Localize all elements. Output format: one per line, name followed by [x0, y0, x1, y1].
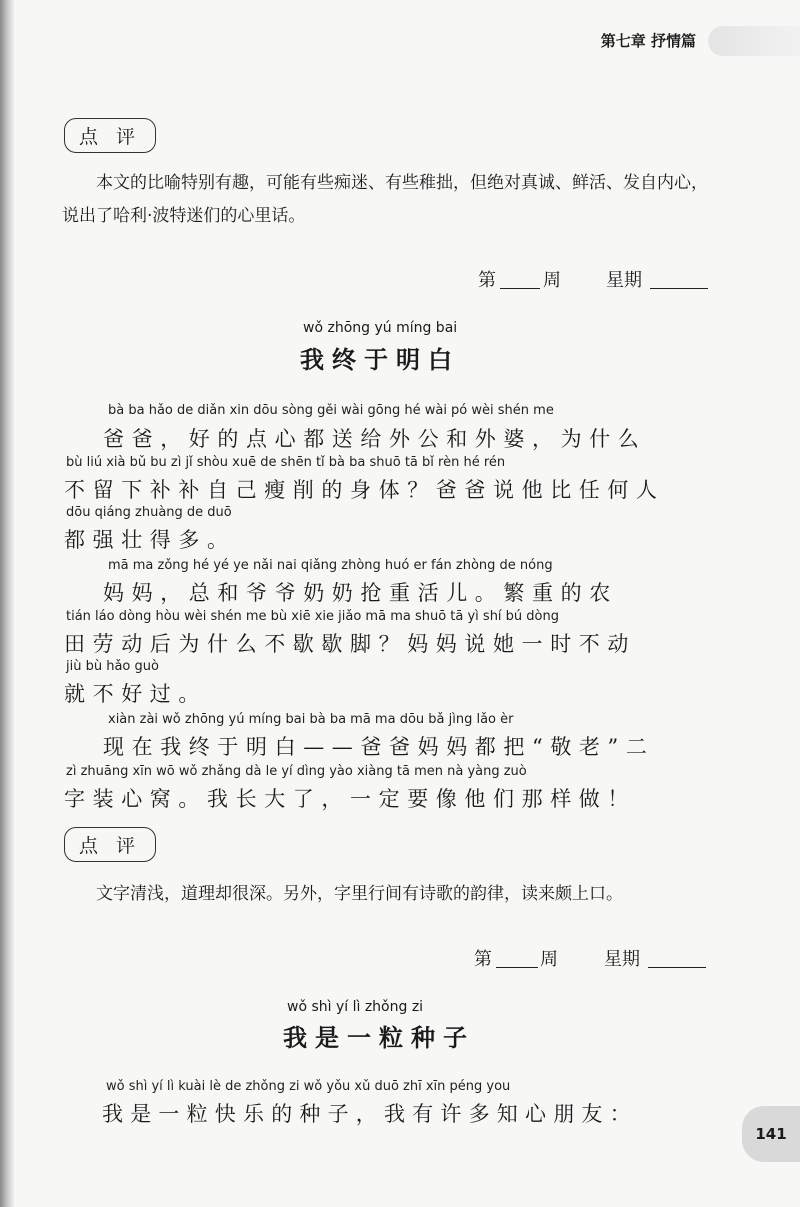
page-binding-edge [0, 0, 14, 1207]
week-di: 第 [474, 949, 492, 970]
pinyin-line: zì zhuāng xīn wō wǒ zhǎng dà le yí dìng yào xiàng tā men nà yàng zuò [66, 764, 527, 779]
pinyin-line: wǒ shì yí lì kuài lè de zhǒng zi wǒ yǒu xǔ duō zhī xīn péng you [106, 1079, 511, 1094]
weekday-blank[interactable] [650, 288, 708, 289]
week-zhou: 周 [540, 949, 558, 970]
header-decoration [708, 26, 800, 56]
week-di: 第 [478, 270, 496, 291]
pinyin-line: dōu qiáng zhuàng de duō [66, 505, 232, 520]
comment-text-2: 文字清浅，道理却很深。另外，字里行间有诗歌的韵律，读来颇上口。 [96, 884, 623, 904]
week-blank[interactable] [496, 967, 538, 968]
text-line: 不留下补补自己瘦削的身体？爸爸说他比任何人 [64, 478, 665, 502]
pinyin-line: bà ba hǎo de diǎn xin dōu sòng gěi wài gōng hé wài pó wèi shén me [108, 403, 554, 418]
text-line: 字装心窝。我长大了，一定要像他们那样做！ [64, 787, 636, 811]
pinyin-line: bù liú xià bǔ bu zì jǐ shòu xuē de shēn tǐ bà ba shuō tā bǐ rèn hé rén [66, 455, 506, 470]
week-xingqi: 星期 [604, 949, 640, 970]
text-line: 现在我终于明白——爸爸妈妈都把“敬老”二 [103, 735, 655, 759]
text-line: 爸爸，好的点心都送给外公和外婆，为什么 [103, 427, 647, 451]
poem-title: 我是一粒种子 [283, 1024, 475, 1052]
text-line: 妈妈，总和爷爷奶奶抢重活儿。繁重的农 [103, 581, 618, 605]
page-number: 141 [742, 1106, 800, 1162]
week-zhou: 周 [543, 270, 561, 291]
chapter-header: 第七章 抒情篇 [600, 32, 696, 50]
comment-label-badge: 点 评 [64, 827, 156, 862]
text-line: 就不好过。 [64, 682, 207, 706]
poem-title-pinyin: wǒ zhōng yú míng bai [303, 320, 458, 336]
pinyin-line: tián láo dòng hòu wèi shén me bù xiē xie jiǎo mā ma shuō tā yì shí bú dòng [66, 609, 559, 624]
pinyin-line: jiù bù hǎo guò [66, 659, 159, 674]
comment-text-1: 本文的比喻特别有趣，可能有些痴迷、有些稚拙，但绝对真诚、鲜活、发自内心，说出了哈利·波特迷们的心里话。 [62, 173, 708, 226]
week-blank[interactable] [500, 288, 540, 289]
weekday-blank[interactable] [648, 967, 706, 968]
text-line: 我是一粒快乐的种子，我有许多知心朋友： [102, 1102, 638, 1126]
text-line: 田劳动后为什么不歇歇脚？妈妈说她一时不动 [64, 632, 636, 656]
comment-label-badge: 点 评 [64, 118, 156, 153]
poem-title: 我终于明白 [300, 346, 460, 374]
poem-title-pinyin: wǒ shì yí lì zhǒng zi [287, 999, 424, 1015]
text-line: 都强壮得多。 [64, 528, 236, 552]
pinyin-line: mā ma zǒng hé yé ye nǎi nai qiǎng zhòng huó er fán zhòng de nóng [108, 558, 553, 573]
week-xingqi: 星期 [606, 270, 642, 291]
pinyin-line: xiàn zài wǒ zhōng yú míng bai bà ba mā ma dōu bǎ jìng lǎo èr [108, 712, 514, 727]
